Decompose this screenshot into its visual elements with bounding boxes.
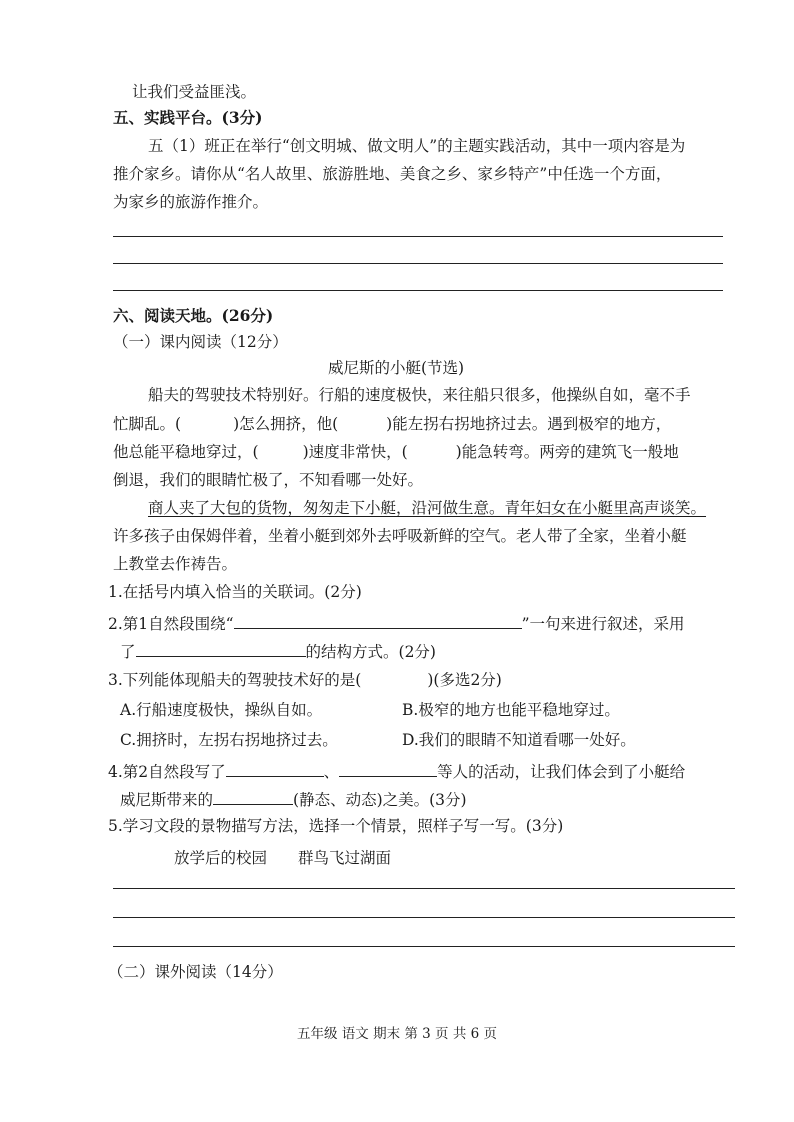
question-2-line-2: [120, 640, 436, 662]
option-b[interactable]: B.极窄的地方也能平稳地穿过。: [402, 701, 620, 719]
part-1-heading: （一）课内阅读（12分）: [113, 333, 288, 351]
text-segment: 的结构方式。(2分): [305, 643, 436, 661]
answer-line[interactable]: [113, 917, 735, 918]
question-1: 1.在括号内填入恰当的关联词。(2分): [108, 583, 362, 601]
text-segment: 、: [323, 763, 340, 781]
passage-line: 许多孩子由保姆伴着，坐着小艇到郊外去呼吸新鲜的空气。老人带了全家，坐着小艇: [113, 527, 687, 545]
answer-blank-structure[interactable]: [136, 640, 306, 657]
passage-line-with-blanks: [113, 414, 671, 434]
option-d[interactable]: D.我们的眼睛不知道看哪一处好。: [402, 731, 636, 749]
text-segment: 等人的活动，让我们体会到了小艇给: [437, 763, 686, 781]
question-2-line-1: [108, 612, 685, 634]
text-segment: )(多选2分): [427, 671, 502, 689]
section-5-line-2: 推介家乡。请你从“名人故里、旅游胜地、美食之乡、家乡特产”中任选一个方面，: [113, 165, 672, 183]
section-5-line-3: 为家乡的旅游作推介。: [113, 193, 269, 211]
question-4-line-2: [120, 788, 467, 810]
text-segment: 4.第2自然段写了: [108, 763, 226, 781]
passage-line: 船夫的驾驶技术特别好。行船的速度极快，来往船只很多，他操纵自如，毫不手: [148, 386, 691, 404]
text-segment: )怎么拥挤，他(: [233, 415, 339, 433]
text-segment: (静态、动态)之美。(3分): [293, 791, 467, 809]
passage-line: 倒退，我们的眼睛忙极了，不知看哪一处好。: [113, 471, 424, 489]
section-5-line-1: 五（1）班正在举行“创文明城、做文明人”的主题实践活动，其中一项内容是为: [148, 137, 686, 155]
answer-blank-static-dynamic[interactable]: [213, 788, 293, 805]
q5-choice-2: 群鸟飞过湖面: [298, 849, 392, 867]
passage-line-underlined: 商人夹了大包的货物，匆匆走下小艇，沿河做生意。青年妇女在小艇里高声谈笑。: [148, 499, 707, 517]
answer-line[interactable]: [113, 290, 723, 291]
text-segment: )速度非常快，(: [302, 443, 408, 461]
question-4-line-1: [108, 760, 685, 782]
text-segment: 了: [120, 643, 136, 661]
text-segment: 威尼斯带来的: [120, 791, 214, 809]
text-segment: )能左拐右拐地挤过去。遇到极窄的地方，: [386, 415, 672, 433]
text-segment: 2.第1自然段围绕“: [108, 615, 234, 633]
option-c[interactable]: C.拥挤时，左拐右拐地挤过去。: [120, 731, 338, 749]
page-footer: 五年级 语文 期末 第 3 页 共 6 页: [296, 1026, 497, 1042]
answer-line[interactable]: [113, 236, 723, 237]
text-segment: ”一句来进行叙述，采用: [521, 615, 685, 633]
answer-line[interactable]: [113, 946, 735, 947]
q5-choice-1: 放学后的校园: [174, 849, 268, 867]
text-segment: 忙脚乱。(: [113, 415, 182, 433]
passage-title: 威尼斯的小艇(节选): [328, 359, 465, 377]
answer-line[interactable]: [113, 888, 735, 889]
section-5-heading: 五、实践平台。(3分): [113, 108, 263, 127]
answer-blank-sentence[interactable]: [234, 612, 522, 629]
question-3: [108, 670, 502, 690]
part-2-heading: （二）课外阅读（14分）: [108, 963, 283, 981]
text-segment: 他总能平稳地穿过，(: [113, 443, 259, 461]
passage-line-with-blanks: [113, 442, 679, 462]
passage-line: 上教堂去作祷告。: [113, 555, 238, 573]
option-a[interactable]: A.行船速度极快，操纵自如。: [120, 701, 323, 719]
answer-line[interactable]: [113, 263, 723, 264]
section-6-heading: 六、阅读天地。(26分): [113, 306, 274, 325]
answer-blank-person-2[interactable]: [339, 760, 437, 777]
intro-line: 让我们受益匪浅。: [132, 83, 257, 101]
question-5: 5.学习文段的景物描写方法，选择一个情景，照样子写一写。(3分): [108, 817, 564, 835]
answer-blank-person-1[interactable]: [226, 760, 324, 777]
text-segment: 3.下列能体现船夫的驾驶技术好的是(: [108, 671, 362, 689]
text-segment: )能急转弯。两旁的建筑飞一般地: [455, 443, 679, 461]
